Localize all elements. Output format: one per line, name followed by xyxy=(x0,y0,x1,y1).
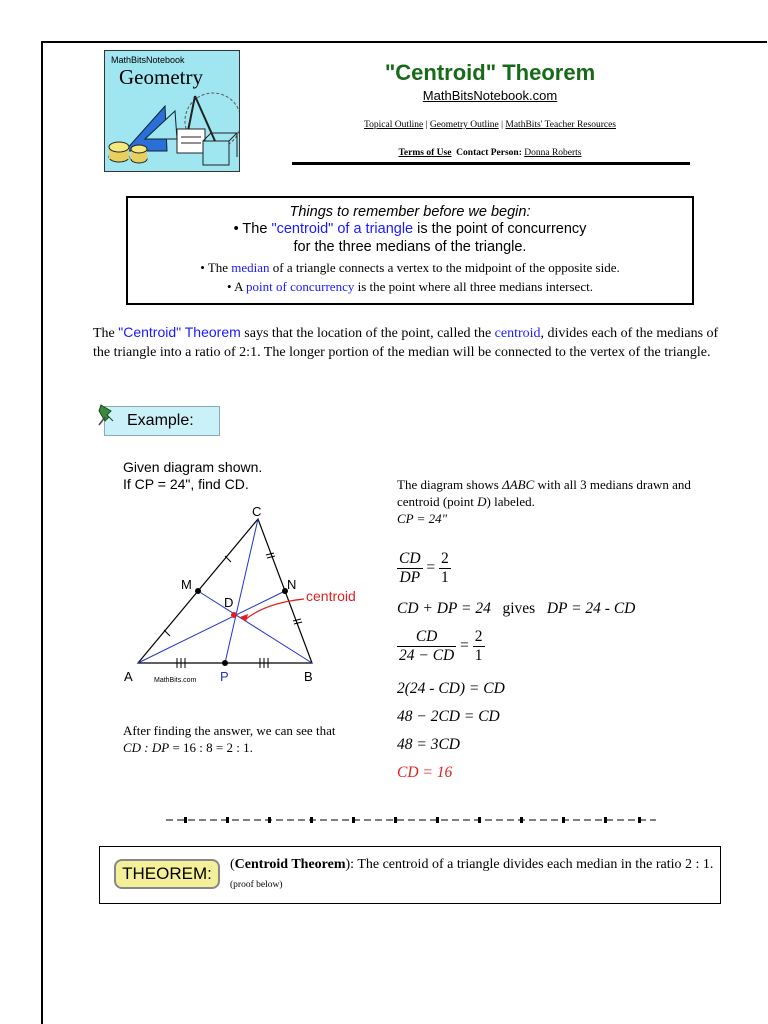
terms-line xyxy=(330,148,650,158)
header-rule xyxy=(292,162,690,165)
geometry-logo[interactable] xyxy=(104,50,240,172)
centroid-link[interactable]: "centroid" of a triangle xyxy=(271,221,414,237)
math-step-2: CD + DP = 24 gives DP = 24 - CD xyxy=(397,600,636,617)
label-d: D xyxy=(224,595,234,610)
point-m xyxy=(195,588,201,594)
math-step-1: $\frac{CD}{DP}$ = $\frac{2}{1}$ xyxy=(399,550,449,586)
given-text: Given diagram shown. If CP = 24", find CD. xyxy=(123,459,263,492)
nav-links: Topical Outline | Geometry Outline | MathBits' Teacher Resources xyxy=(363,120,617,130)
math-step-5: 48 − 2CD = CD xyxy=(397,708,500,725)
topical-outline-link[interactable]: Topical Outline xyxy=(363,120,424,130)
after-finding-text: After finding the answer, we can see that CD : DP = 16 : 8 = 2 : 1. xyxy=(123,723,336,755)
math-step-4: 2(24 - CD) = CD xyxy=(397,680,505,697)
label-n: N xyxy=(287,577,297,592)
remember-bullet-centroid-line2: for the three medians of the triangle. xyxy=(293,239,527,255)
median-link[interactable]: median xyxy=(231,260,270,275)
example-label: Example: xyxy=(127,412,194,429)
remember-heading: Things to remember before we begin: xyxy=(289,204,531,220)
theorem-statement: (Centroid Theorem): The centroid of a triangle divides each median in the ratio 2 : 1. (proof below) xyxy=(230,857,714,890)
math-answer: CD = 16 xyxy=(397,764,453,781)
geometry-tools-icon xyxy=(105,51,240,172)
concurrency-link[interactable]: point of concurrency xyxy=(246,279,355,294)
label-b: B xyxy=(304,669,313,684)
geometry-outline-link[interactable]: Geometry Outline xyxy=(429,120,499,130)
diagram-description: The diagram shows ΔABC with all 3 medians drawn and centroid (point D) labeled. CP = 24" xyxy=(397,477,691,526)
contact-name-link[interactable]: Donna Roberts xyxy=(524,148,582,158)
pushpin-icon xyxy=(97,403,117,427)
label-centroid: centroid xyxy=(306,588,356,604)
remember-bullet-median: • The median of a triangle connects a vertex to the midpoint of the opposite side. xyxy=(200,260,620,275)
triangle-diagram xyxy=(116,507,376,692)
centroid-arrow xyxy=(246,599,304,619)
math-step-3: $\frac{CD}{24 - CD}$ = $\frac{2}{1}$ xyxy=(399,628,483,664)
given-cp: CP = 24" xyxy=(397,511,448,526)
section-divider xyxy=(166,814,656,826)
site-link[interactable]: MathBitsNotebook.com xyxy=(422,88,558,103)
math-step-6: 48 = 3CD xyxy=(397,736,460,753)
terms-of-use-link[interactable]: Terms of Use xyxy=(398,148,452,158)
logo-title: Geometry xyxy=(119,65,203,89)
theorem-badge: THEOREM: xyxy=(114,859,220,889)
diagram-credit: MathBits.com xyxy=(154,677,197,684)
proof-below-note: (proof below) xyxy=(230,880,283,890)
remember-bullet-concurrency: • A point of concurrency is the point where all three medians intersect. xyxy=(227,279,593,294)
median-bm xyxy=(198,591,312,663)
teacher-resources-link[interactable]: MathBits' Teacher Resources xyxy=(505,120,617,130)
point-p xyxy=(222,660,228,666)
label-m: M xyxy=(181,577,192,592)
intro-paragraph: The "Centroid" Theorem says that the location of the point, called the centroid, divides each of the medians of the triangle into a ratio of 2:1. The longer portion of the median will be connected to the vertex of the triangle. xyxy=(93,324,719,360)
remember-bullet-centroid: • The "centroid" of a triangle is the point of concurrency xyxy=(233,221,587,237)
median-cp xyxy=(225,519,258,663)
contact-label: Contact Person: xyxy=(456,148,522,158)
centroid-theorem-link[interactable]: "Centroid" Theorem xyxy=(118,324,241,340)
example-header xyxy=(104,406,220,436)
label-a: A xyxy=(124,669,133,684)
label-p: P xyxy=(220,669,229,684)
centroid-term-link[interactable]: centroid xyxy=(494,326,541,341)
label-c: C xyxy=(252,507,262,519)
point-d-centroid xyxy=(231,612,237,618)
logo-small-text: MathBitsNotebook xyxy=(111,55,185,65)
remember-box xyxy=(126,196,694,305)
page-title: "Centroid" Theorem xyxy=(384,60,596,85)
median-an xyxy=(138,591,285,663)
theorem-box xyxy=(99,846,721,904)
